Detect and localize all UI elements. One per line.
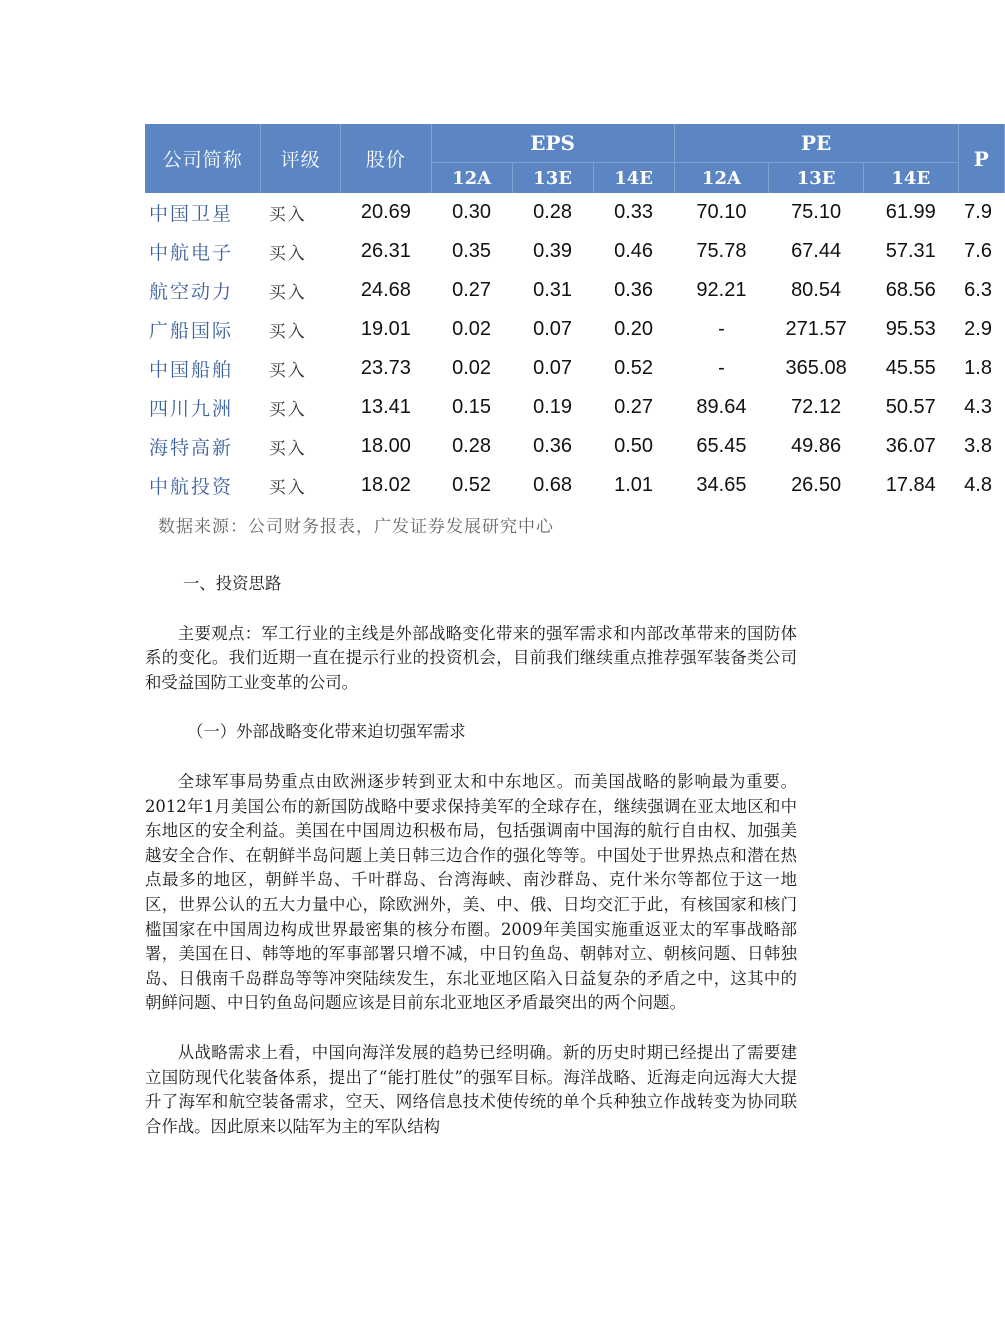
paragraph-global-situation: 全球军事局势重点由欧洲逐步转到亚太和中东地区。而美国战略的影响最为重要。2012年1月美国公布的新国防战略中要求保持美军的全球存在，继续强调在亚太地区和中东地区的安全利益。美国在中国周边积极布局，包括强调南中国海的航行自由权、加强美越安全合作、在朝鲜半岛问题上美日韩三边合作的强化等等。中国处于世界热点和潜在热点最多的地区，朝鲜半岛、千叶群岛、台湾海峡、南沙群岛、克什米尔等都位于这一地区，世界公认的五大力量中心，除欧洲外，美、中、俄、日均交汇于此，有核国家和核门槛国家在中国周边构成世界最密集的核分布圈。2009年美国实施重返亚太的军事战略部署，美国在日、韩等地的军事部署只增不减，中日钓鱼岛、朝韩对立、朝核问题、日韩独岛、日俄南千岛群岛等等冲突陆续发生，东北亚地区陷入日益复杂的矛盾之中，这其中的朝鲜问题、中日钓鱼岛问题应该是目前东北亚地区矛盾最突出的两个问题。 bbox=[145, 771, 797, 1013]
table-row bbox=[145, 232, 1005, 271]
eps-13e: 0.31 bbox=[533, 279, 573, 301]
eps-14e: 0.36 bbox=[614, 279, 654, 301]
eps-13e: 0.36 bbox=[533, 435, 573, 457]
pe-13e: 80.54 bbox=[791, 279, 842, 301]
table-row bbox=[145, 349, 1005, 388]
subsection-title: （一）外部战略变化带来迫切强军需求 bbox=[187, 722, 466, 742]
table-row bbox=[145, 271, 1005, 310]
eps-13e: 0.19 bbox=[533, 396, 573, 418]
extra-value: 1.8 bbox=[964, 357, 992, 379]
eps-14e: 0.50 bbox=[614, 435, 654, 457]
eps-12a: 0.35 bbox=[452, 240, 492, 262]
table-source-note: 数据来源：公司财务报表，广发证券发展研究中心 bbox=[158, 517, 554, 537]
section-title: 一、投资思路 bbox=[183, 574, 282, 593]
header-pe: PE bbox=[674, 124, 958, 163]
header-extra: P bbox=[958, 124, 1004, 193]
extra-value: 6.3 bbox=[964, 279, 992, 301]
company-name: 中航电子 bbox=[149, 242, 234, 264]
company-name: 航空动力 bbox=[149, 281, 234, 303]
price: 19.01 bbox=[360, 318, 411, 340]
company-name: 四川九洲 bbox=[149, 398, 234, 420]
pe-14e: 57.31 bbox=[885, 240, 936, 262]
eps-13e: 0.28 bbox=[533, 201, 573, 223]
eps-14e: 0.46 bbox=[614, 240, 654, 262]
price: 24.68 bbox=[360, 279, 411, 301]
company-name: 中国卫星 bbox=[149, 203, 234, 225]
eps-14e: 0.33 bbox=[614, 201, 654, 223]
price: 20.69 bbox=[360, 201, 411, 223]
rating: 买入 bbox=[268, 439, 307, 459]
company-name: 中国船舶 bbox=[149, 359, 234, 381]
paragraph-main-view: 主要观点：军工行业的主线是外部战略变化带来的强军需求和内部改革带来的国防体系的变化。我们近期一直在提示行业的投资机会，目前我们继续重点推荐强军装备类公司和受益国防工业变革的公司。 bbox=[145, 623, 797, 692]
extra-value: 4.8 bbox=[964, 474, 992, 496]
eps-13e: 0.07 bbox=[533, 318, 573, 340]
extra-value: 3.8 bbox=[964, 435, 992, 457]
table-row bbox=[145, 193, 1005, 232]
pe-14e: 68.56 bbox=[885, 279, 936, 301]
pe-12a: 65.45 bbox=[696, 435, 747, 457]
pe-14e: 36.07 bbox=[885, 435, 936, 457]
extra-value: 4.3 bbox=[964, 396, 992, 418]
eps-14e: 0.52 bbox=[614, 357, 654, 379]
eps-12a: 0.02 bbox=[452, 318, 492, 340]
rating: 买入 bbox=[268, 322, 307, 342]
eps-12a: 0.02 bbox=[452, 357, 492, 379]
header-price: 股价 bbox=[341, 124, 431, 193]
eps-12a: 0.27 bbox=[452, 279, 492, 301]
extra-value: 2.9 bbox=[964, 318, 992, 340]
company-name: 海特高新 bbox=[149, 437, 234, 459]
header-pe-12a: 12A bbox=[674, 163, 769, 194]
pe-13e: 75.10 bbox=[791, 201, 842, 223]
rating: 买入 bbox=[268, 478, 307, 498]
pe-14e: 17.84 bbox=[885, 474, 936, 496]
pe-12a: 34.65 bbox=[696, 474, 747, 496]
eps-13e: 0.39 bbox=[533, 240, 573, 262]
rating: 买入 bbox=[268, 205, 307, 225]
rating: 买入 bbox=[268, 283, 307, 303]
company-name: 广船国际 bbox=[149, 320, 234, 342]
table-row bbox=[145, 310, 1005, 349]
pe-14e: 50.57 bbox=[885, 396, 936, 418]
extra-value: 7.6 bbox=[964, 240, 992, 262]
price: 18.00 bbox=[360, 435, 411, 457]
price: 23.73 bbox=[360, 357, 411, 379]
pe-13e: 26.50 bbox=[791, 474, 842, 496]
pe-14e: 95.53 bbox=[885, 318, 936, 340]
eps-12a: 0.28 bbox=[452, 435, 492, 457]
pe-13e: 271.57 bbox=[785, 318, 847, 340]
pe-12a: 89.64 bbox=[696, 396, 747, 418]
price: 13.41 bbox=[360, 396, 411, 418]
company-name: 中航投资 bbox=[149, 476, 234, 498]
eps-13e: 0.68 bbox=[533, 474, 573, 496]
valuation-table bbox=[145, 124, 1005, 505]
pe-12a: 92.21 bbox=[696, 279, 747, 301]
table-row bbox=[145, 388, 1005, 427]
table-body bbox=[145, 193, 1005, 505]
article-body bbox=[145, 572, 797, 1164]
pe-12a: - bbox=[718, 318, 725, 340]
eps-12a: 0.15 bbox=[452, 396, 492, 418]
header-eps-14e: 14E bbox=[593, 163, 674, 194]
pe-13e: 49.86 bbox=[791, 435, 842, 457]
header-pe-13e: 13E bbox=[769, 163, 864, 194]
paragraph-strategic-demand: 从战略需求上看，中国向海洋发展的趋势已经明确。新的历史时期已经提出了需要建立国防现代化装备体系，提出了“能打胜仗”的强军目标。海洋战略、近海走向远海大大提升了海军和航空装备需求，空天、网络信息技术使传统的单个兵种独立作战转变为协同联合作战。因此原来以陆军为主的军队结构 bbox=[145, 1042, 797, 1136]
price: 18.02 bbox=[360, 474, 411, 496]
rating: 买入 bbox=[268, 361, 307, 381]
pe-12a: - bbox=[718, 357, 725, 379]
pe-13e: 365.08 bbox=[785, 357, 847, 379]
header-pe-14e: 14E bbox=[863, 163, 958, 194]
eps-13e: 0.07 bbox=[533, 357, 573, 379]
header-company: 公司简称 bbox=[145, 124, 261, 193]
pe-12a: 70.10 bbox=[696, 201, 747, 223]
eps-14e: 1.01 bbox=[614, 474, 654, 496]
table-row bbox=[145, 427, 1005, 466]
header-eps-13e: 13E bbox=[512, 163, 593, 194]
rating: 买入 bbox=[268, 244, 307, 264]
header-eps-12a: 12A bbox=[431, 163, 512, 194]
header-eps: EPS bbox=[431, 124, 674, 163]
pe-13e: 72.12 bbox=[791, 396, 842, 418]
table-header bbox=[145, 124, 1005, 193]
pe-12a: 75.78 bbox=[696, 240, 747, 262]
valuation-table-wrapper bbox=[145, 124, 992, 505]
extra-value: 7.9 bbox=[964, 201, 992, 223]
pe-14e: 61.99 bbox=[885, 201, 936, 223]
table-row bbox=[145, 466, 1005, 505]
pe-13e: 67.44 bbox=[791, 240, 842, 262]
eps-12a: 0.52 bbox=[452, 474, 492, 496]
header-rating: 评级 bbox=[261, 124, 341, 193]
price: 26.31 bbox=[360, 240, 411, 262]
rating: 买入 bbox=[268, 400, 307, 420]
eps-12a: 0.30 bbox=[452, 201, 492, 223]
eps-14e: 0.27 bbox=[614, 396, 654, 418]
pe-14e: 45.55 bbox=[885, 357, 936, 379]
eps-14e: 0.20 bbox=[614, 318, 654, 340]
